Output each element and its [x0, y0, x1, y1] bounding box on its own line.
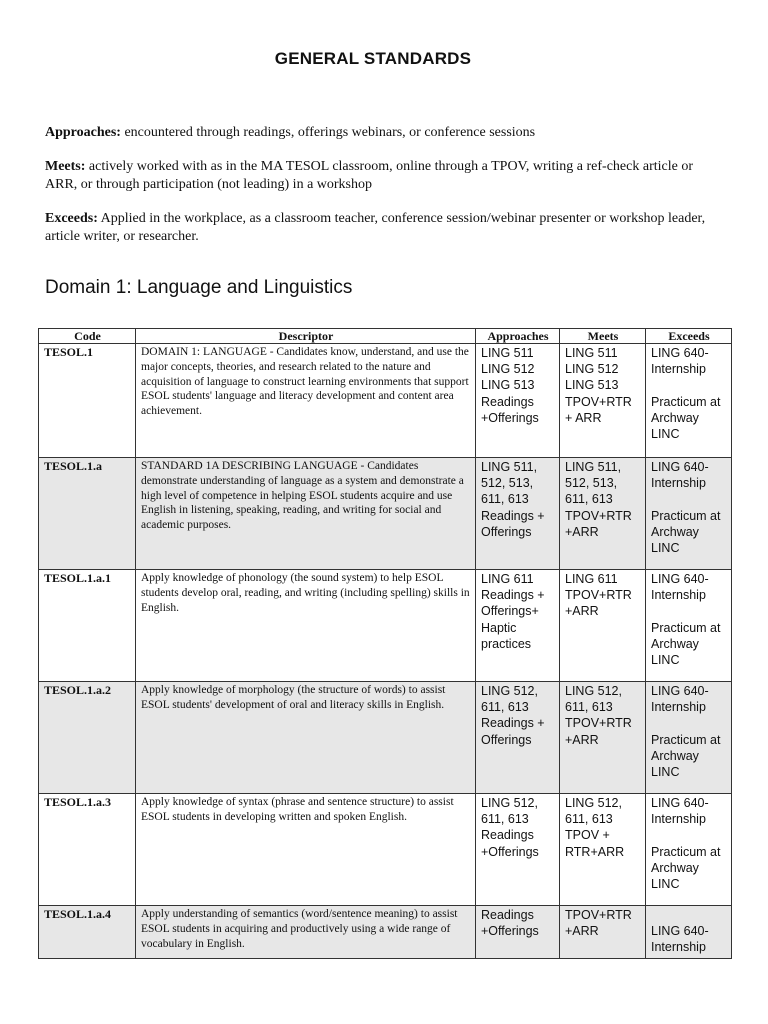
cell-approaches: LING 611 Readings + Offerings+ Haptic practices	[476, 570, 560, 682]
cell-meets: LING 512, 611, 613 TPOV+RTR +ARR	[560, 682, 646, 794]
domain-heading: Domain 1: Language and Linguistics	[45, 277, 353, 298]
definition-text: actively worked with as in the MA TESOL classroom, online through a TPOV, writing a ref-check article or ARR, or through participation (not leading) in a workshop	[45, 159, 693, 192]
standards-table	[38, 328, 732, 959]
cell-meets: LING 511 LING 512 LING 513 TPOV+RTR + ARR	[560, 344, 646, 458]
cell-descriptor: Apply knowledge of morphology (the structure of words) to assist ESOL students' development of oral and literacy skills in English.	[136, 682, 476, 794]
header-descriptor: Descriptor	[136, 329, 476, 344]
cell-code: TESOL.1.a	[39, 458, 136, 570]
definition-term: Meets:	[45, 159, 86, 174]
cell-descriptor: DOMAIN 1: LANGUAGE - Candidates know, understand, and use the major concepts, theories, and research related to the nature and acquisition of language to construct learning environments that support ESOL students' language and literacy development and content area achievement.	[136, 344, 476, 458]
definitions	[45, 124, 725, 262]
definition-term: Exceeds:	[45, 211, 98, 226]
cell-descriptor: Apply knowledge of syntax (phrase and sentence structure) to assist ESOL students in developing written and spoken English.	[136, 794, 476, 906]
cell-code: TESOL.1.a.1	[39, 570, 136, 682]
cell-descriptor: STANDARD 1A DESCRIBING LANGUAGE - Candidates demonstrate understanding of language as a system and demonstrate a high level of competence in helping ESOL students acquire and use English in listening, speaking, reading, and writing for social and academic purposes.	[136, 458, 476, 570]
cell-exceeds: LING 640- Internship	[646, 906, 732, 959]
cell-exceeds: LING 640- Internship Practicum at Archway LINC	[646, 794, 732, 906]
table-row	[39, 794, 732, 906]
cell-approaches: LING 512, 611, 613 Readings + Offerings	[476, 682, 560, 794]
definition-meets	[45, 158, 725, 194]
table-row	[39, 570, 732, 682]
cell-code: TESOL.1.a.3	[39, 794, 136, 906]
cell-exceeds: LING 640- Internship Practicum at Archway LINC	[646, 344, 732, 458]
cell-approaches: LING 511, 512, 513, 611, 613 Readings + Offerings	[476, 458, 560, 570]
cell-meets: LING 611 TPOV+RTR +ARR	[560, 570, 646, 682]
page-title: GENERAL STANDARDS	[274, 49, 472, 68]
header-exceeds: Exceeds	[646, 329, 732, 344]
cell-exceeds: LING 640- Internship Practicum at Archway LINC	[646, 682, 732, 794]
cell-exceeds: LING 640- Internship Practicum at Archway LINC	[646, 570, 732, 682]
definition-exceeds	[45, 210, 725, 246]
table-row	[39, 682, 732, 794]
header-meets: Meets	[560, 329, 646, 344]
cell-descriptor: Apply understanding of semantics (word/sentence meaning) to assist ESOL students in acquiring and productively using a wide range of vocabulary in English.	[136, 906, 476, 959]
definition-text: Applied in the workplace, as a classroom teacher, conference session/webinar presenter or workshop leader, article writer, or researcher.	[45, 211, 706, 244]
table-header-row	[39, 329, 732, 344]
cell-meets: LING 511, 512, 513, 611, 613 TPOV+RTR +ARR	[560, 458, 646, 570]
cell-code: TESOL.1.a.2	[39, 682, 136, 794]
cell-approaches: Readings +Offerings	[476, 906, 560, 959]
definition-term: Approaches:	[45, 125, 121, 140]
definition-approaches	[45, 124, 725, 142]
cell-descriptor: Apply knowledge of phonology (the sound system) to help ESOL students develop oral, reading, and writing (including spelling) skills in English.	[136, 570, 476, 682]
cell-code: TESOL.1.a.4	[39, 906, 136, 959]
cell-exceeds: LING 640- Internship Practicum at Archway LINC	[646, 458, 732, 570]
table-row	[39, 906, 732, 959]
cell-code: TESOL.1	[39, 344, 136, 458]
cell-approaches: LING 512, 611, 613 Readings +Offerings	[476, 794, 560, 906]
cell-meets: LING 512, 611, 613 TPOV + RTR+ARR	[560, 794, 646, 906]
cell-approaches: LING 511 LING 512 LING 513 Readings +Offerings	[476, 344, 560, 458]
header-code: Code	[39, 329, 136, 344]
table-row	[39, 458, 732, 570]
definition-text: encountered through readings, offerings webinars, or conference sessions	[120, 125, 536, 140]
cell-meets: TPOV+RTR +ARR	[560, 906, 646, 959]
header-approaches: Approaches	[476, 329, 560, 344]
table-row	[39, 344, 732, 458]
